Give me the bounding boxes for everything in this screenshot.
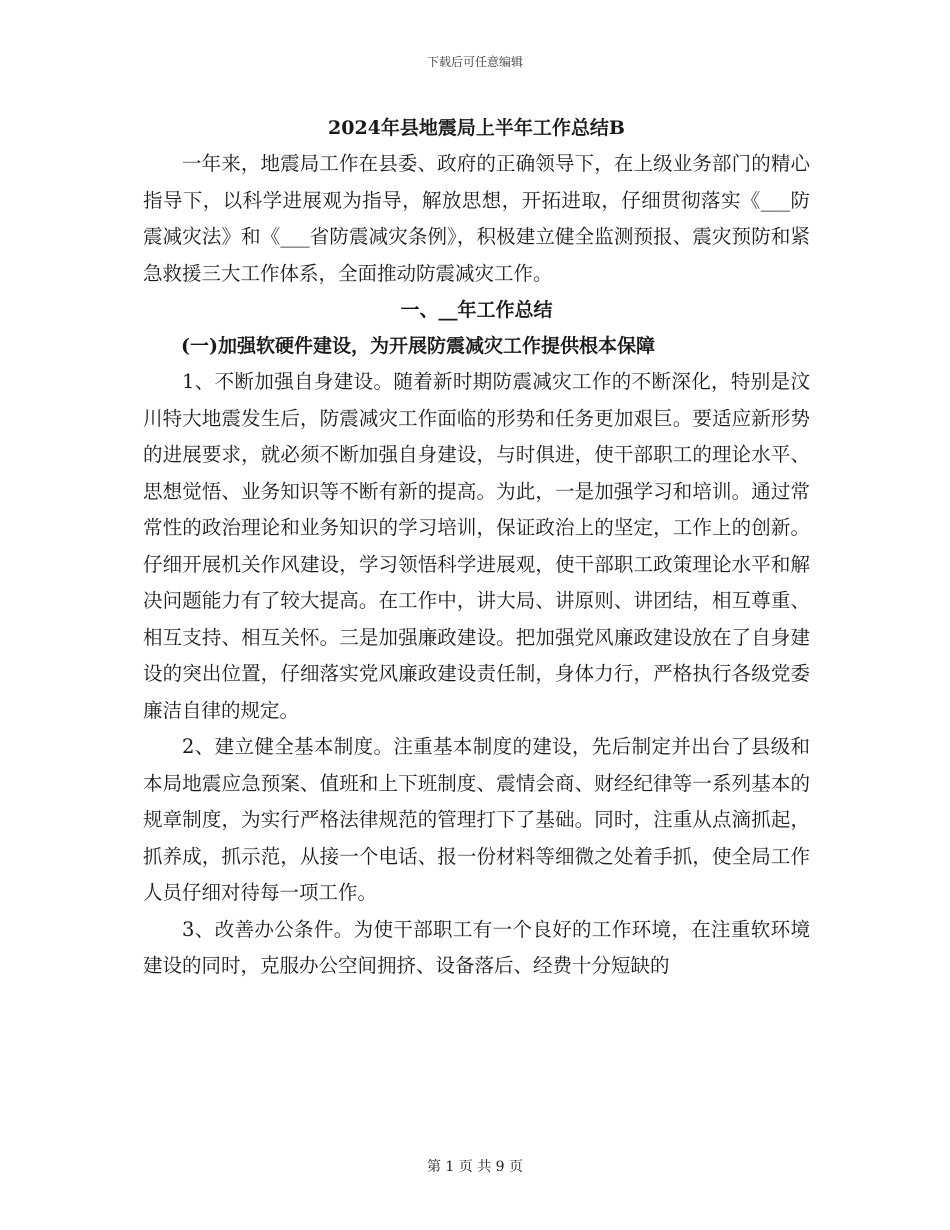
intro-paragraph: 一年来，地震局工作在县委、政府的正确领导下，在上级业务部门的精心指导下，以科学进展观为指导，解放思想，开拓进取，仔细贯彻落实《___防震减灾法》和《___省防震减灾条例》，积极建立健全监测预报、震灾预防和紧急救援三大工作体系，全面推动防震减灾工作。 — [143, 152, 810, 285]
subsection-heading: (一)加强软硬件建设，为开展防震减灾工作提供根本保障 — [181, 335, 655, 357]
page-number: 第 1 页 共 9 页 — [426, 1159, 524, 1175]
paragraph-basic-system: 2、建立健全基本制度。注重基本制度的建设，先后制定并出台了县级和本局地震应急预案、值班和上下班制度、震情会商、财经纪律等一系列基本的规章制度，为实行严格法律规范的管理打下了基础。同时，注重从点滴抓起，抓养成，抓示范，从接一个电话、报一份材料等细微之处着手抓，使全局工作人员仔细对待每一项工作。 — [143, 735, 810, 904]
document-title: 2024年县地震局上半年工作总结B — [328, 117, 625, 139]
header-note: 下载后可任意编辑 — [426, 55, 523, 69]
section-heading: 一、__年工作总结 — [400, 299, 553, 321]
paragraph-self-construction: 1、不断加强自身建设。随着新时期防震减灾工作的不断深化，特别是汶川特大地震发生后，防震减灾工作面临的形势和任务更加艰巨。要适应新形势的进展要求，就必须不断加强自身建设，与时俱进，使干部职工的理论水平、思想觉悟、业务知识等不断有新的提高。为此，一是加强学习和培训。通过常常性的政治理论和业务知识的学习培训，保证政治上的坚定，工作上的创新。仔细开展机关作风建设，学习领悟科学进展观，使干部职工政策理论水平和解决问题能力有了较大提高。在工作中，讲大局、讲原则、讲团结，相互尊重、相互支持、相互关怀。三是加强廉政建设。把加强党风廉政建设放在了自身建设的突出位置，仔细落实党风廉政建设责任制，身体力行，严格执行各级党委廉洁自律的规定。 — [143, 370, 810, 722]
document-body — [143, 110, 810, 985]
paragraph-office-conditions: 3、改善办公条件。为使干部职工有一个良好的工作环境，在注重软环境建设的同时，克服办公空间拥挤、设备落后、经费十分短缺的 — [143, 917, 810, 977]
